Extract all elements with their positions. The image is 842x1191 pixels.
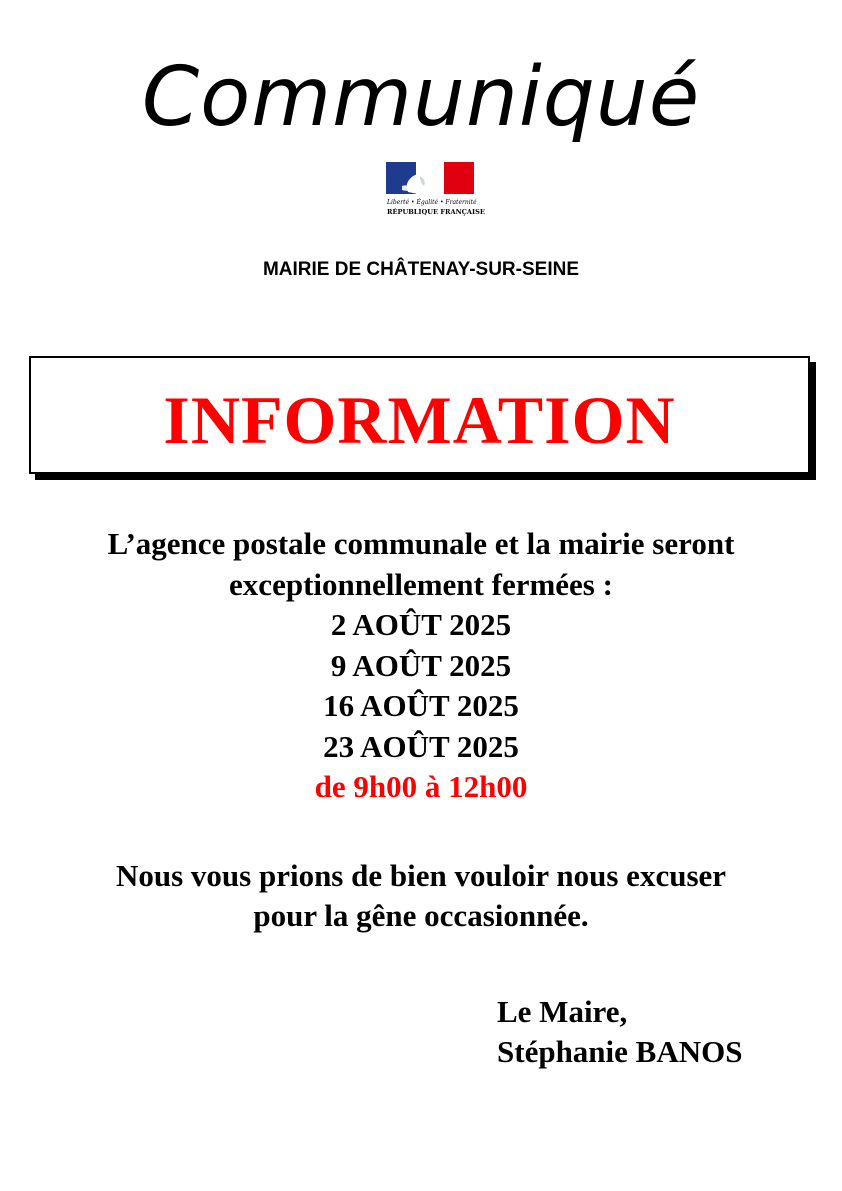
closure-date: 16 AOÛT 2025 xyxy=(323,688,519,723)
closure-notice xyxy=(0,524,842,808)
signature-block xyxy=(497,992,742,1072)
mairie-name: MAIRIE DE CHÂTENAY-SUR-SEINE xyxy=(262,259,579,280)
signature-role: Le Maire, xyxy=(497,994,628,1029)
closure-date: 23 AOÛT 2025 xyxy=(323,728,519,764)
notice-intro-line: L’agence postale communale et la mairie seront xyxy=(107,526,735,561)
signature-name: Stéphanie BANOS xyxy=(497,1034,743,1069)
republic-text: RÉPUBLIQUE FRANÇAISE xyxy=(387,208,485,216)
closure-hours: de 9h00 à 12h00 xyxy=(314,769,528,804)
apology-message xyxy=(0,856,842,936)
page-title: Communiqué xyxy=(141,50,701,145)
apology-line: pour la gêne occasionnée. xyxy=(253,898,589,933)
information-banner xyxy=(29,356,810,474)
closure-date: 9 AOÛT 2025 xyxy=(330,647,512,683)
apology-line: Nous vous prions de bien vouloir nous excuser xyxy=(115,858,727,893)
information-heading: INFORMATION xyxy=(163,382,676,458)
marianne-logo-icon xyxy=(386,162,485,218)
notice-intro-line: exceptionnellement fermées : xyxy=(229,566,613,602)
republique-francaise-logo xyxy=(386,162,485,218)
motto-text: Liberté • Égalité • Fraternité xyxy=(387,199,477,206)
closure-date: 2 AOÛT 2025 xyxy=(330,607,512,642)
